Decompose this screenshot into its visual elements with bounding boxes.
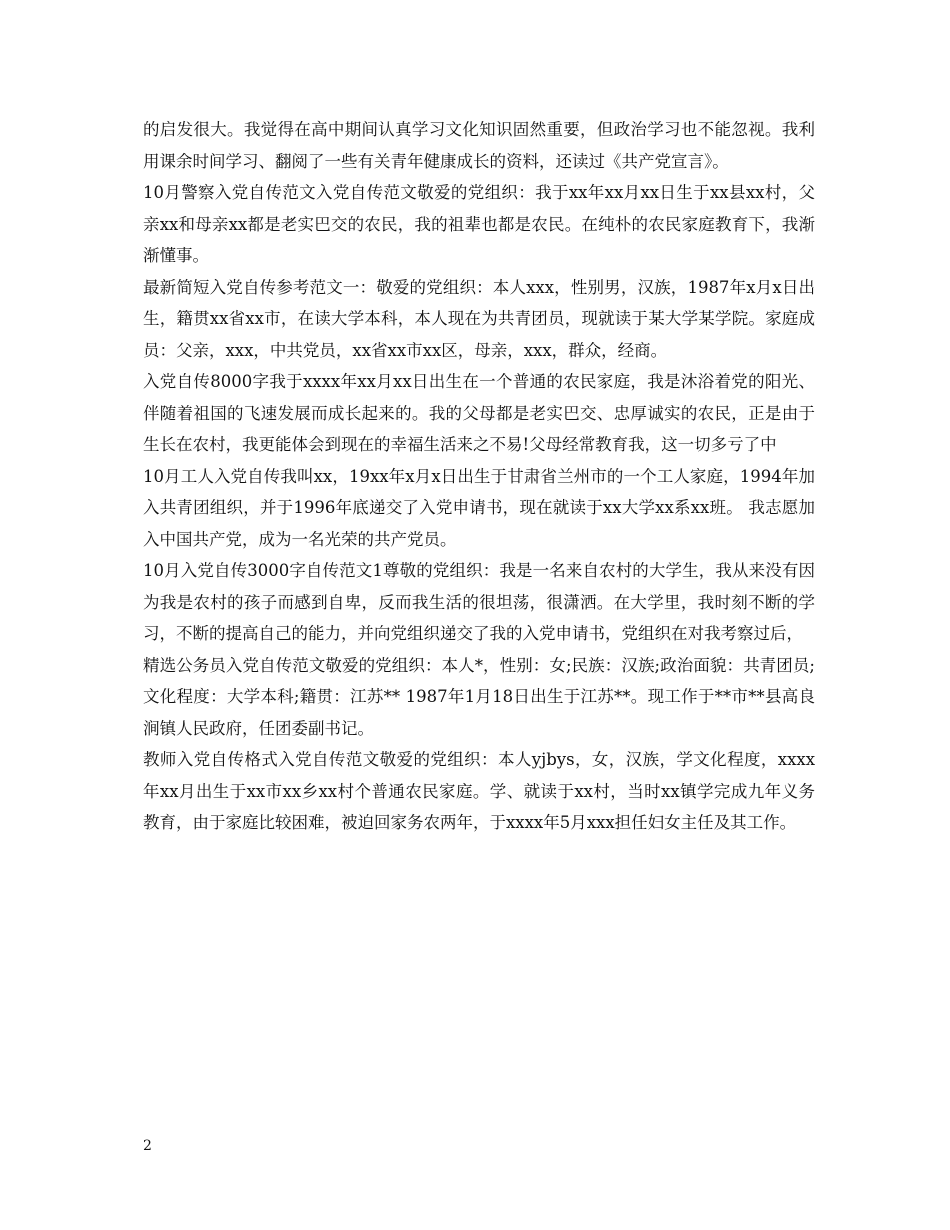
paragraph-7: 精选公务员入党自传范文敬爱的党组织：本人*，性别：女;民族：汉族;政治面貌：共青团员;文化程度：大学本科;籍贯：江苏** 1987年1月18日出生于江苏**。现工作于**市**县高良涧镇人民政府，任团委副书记。 — [143, 655, 815, 738]
body-text — [143, 114, 815, 839]
paragraph-2: 10月警察入党自传范文入党自传范文敬爱的党组织：我于xx年xx月xx日生于xx县xx村，父亲xx和母亲xx都是老实巴交的农民，我的祖辈也都是农民。在纯朴的农民家庭教育下，我渐渐懂事。 — [143, 183, 815, 265]
paragraph-6: 10月入党自传3000字自传范文1尊敬的党组织：我是一名来自农村的大学生，我从来没有因为我是农村的孩子而感到自卑，反而我生活的很坦荡，很潇洒。在大学里，我时刻不断的学习，不断的提高自己的能力，并向党组织递交了我的入党申请书，党组织在对我考察过后， — [143, 561, 815, 643]
paragraph-1: 的启发很大。我觉得在高中期间认真学习文化知识固然重要，但政治学习也不能忽视。我利用课余时间学习、翻阅了一些有关青年健康成长的资料，还读过《共产党宣言》。 — [143, 120, 815, 171]
paragraph-8: 教师入党自传格式入党自传范文敬爱的党组织：本人yjbys，女，汉族，学文化程度，xxxx年xx月出生于xx市xx乡xx村个普通农民家庭。学、就读于xx村，当时xx镇学完成九年义务教育，由于家庭比较困难，被迫回家务农两年，于xxxx年5月xxx担任妇女主任及其工作。 — [143, 750, 815, 832]
page-number: 2 — [143, 1138, 152, 1154]
paragraph-5: 10月工人入党自传我叫xx，19xx年x月x日出生于甘肃省兰州市的一个工人家庭，1994年加入共青团组织，并于1996年底递交了入党申请书，现在就读于xx大学xx系xx班。 我志愿加入中国共产党，成为一名光荣的共产党员。 — [143, 466, 815, 549]
paragraph-3: 最新简短入党自传参考范文一：敬爱的党组织：本人xxx，性别男，汉族，1987年x月x日出生，籍贯xx省xx市，在读大学本科，本人现在为共青团员，现就读于某大学某学院。家庭成员：父亲，xxx，中共党员，xx省xx市xx区，母亲，xxx，群众，经商。 — [143, 277, 815, 360]
paragraph-4: 入党自传8000字我于xxxx年xx月xx日出生在一个普通的农民家庭，我是沐浴着党的阳光、伴随着祖国的飞速发展而成长起来的。我的父母都是老实巴交、忠厚诚实的农民，正是由于生长在农村，我更能体会到现在的幸福生活来之不易!父母经常教育我，这一切多亏了中 — [143, 372, 815, 454]
